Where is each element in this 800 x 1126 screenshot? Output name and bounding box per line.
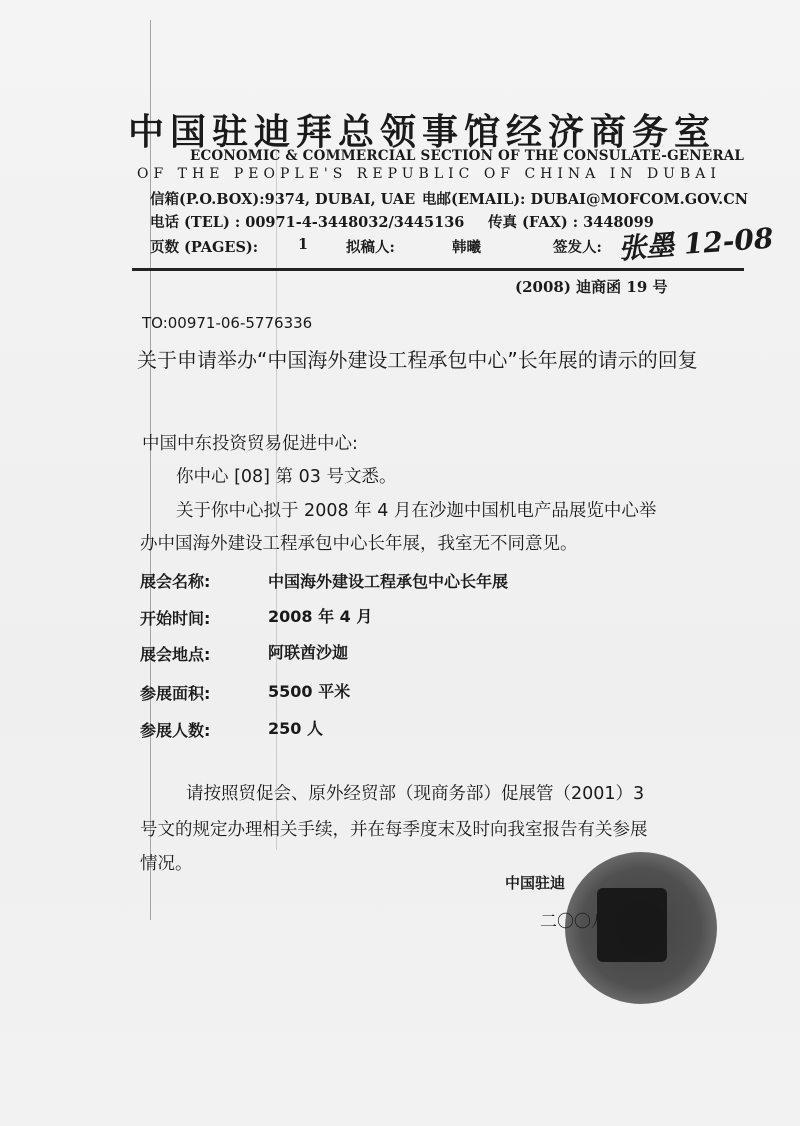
field-value-start: 2008 年 4 月	[268, 607, 373, 626]
pages-value: 1	[298, 236, 309, 253]
field-label-attendees: 参展人数:	[140, 721, 211, 740]
letterhead-title-en-line2: OF THE PEOPLE'S REPUBLIC OF CHINA IN DUBAI	[137, 166, 721, 182]
letterhead-title-cn: 中国驻迪拜总领事馆经济商务室	[128, 111, 717, 153]
field-label-area: 参展面积:	[140, 684, 211, 703]
issuer-signature: 张墨 12-08	[617, 221, 775, 266]
field-label-start: 开始时间:	[140, 609, 211, 628]
field-label-name: 展会名称:	[140, 572, 211, 591]
paragraph-2-line-3: 情况。	[140, 854, 193, 874]
sender-signature: 中国驻迪	[505, 874, 566, 892]
paragraph-2-line-2: 号文的规定办理相关手续，并在每季度末及时向我室报告有关参展	[140, 820, 648, 840]
letterhead-pobox: 信箱(P.O.BOX):9374, DUBAI, UAE	[150, 191, 416, 208]
field-label-location: 展会地点:	[140, 645, 211, 664]
recipient: 中国中东投资贸易促进中心:	[142, 434, 358, 454]
paragraph-1-line-2: 办中国海外建设工程承包中心长年展，我室无不同意见。	[140, 534, 578, 554]
pages-label: 页数 (PAGES):	[150, 239, 259, 256]
letterhead-title-en-line1: ECONOMIC & COMMERCIAL SECTION OF THE CONSULATE-GENERAL	[190, 148, 745, 164]
field-value-location: 阿联酋沙迦	[268, 643, 349, 662]
letter-date: 二〇〇八	[540, 912, 608, 932]
drafter-label: 拟稿人:	[346, 239, 395, 256]
issuer-label: 签发人:	[553, 239, 602, 256]
paragraph-1-line-1: 关于你中心拟于 2008 年 4 月在沙迦中国机电产品展览中心举	[176, 501, 657, 521]
field-value-name: 中国海外建设工程承包中心长年展	[268, 572, 509, 591]
letter-subject: 关于申请举办“中国海外建设工程承包中心”长年展的请示的回复	[137, 348, 698, 372]
drafter-value: 韩曦	[452, 239, 481, 256]
letterhead-email: 电邮(EMAIL): DUBAI@MOFCOM.GOV.CN	[422, 191, 749, 208]
letterhead-tel: 电话 (TEL) : 00971-4-3448032/3445136	[150, 214, 465, 231]
field-value-area: 5500 平米	[268, 682, 351, 701]
field-value-attendees: 250 人	[268, 719, 323, 738]
letterhead-fax: 传真 (FAX) : 3448099	[488, 214, 654, 231]
acknowledgement: 你中心 [08] 第 03 号文悉。	[176, 467, 397, 487]
paragraph-2-line-1: 请按照贸促会、原外经贸部（现商务部）促展管（2001）3	[186, 784, 645, 804]
fax-to-number: TO:00971-06-5776336	[142, 314, 313, 332]
letterhead-divider	[132, 268, 744, 271]
document-number: (2008) 迪商函 19 号	[515, 278, 668, 296]
fold-line-left	[150, 20, 151, 920]
